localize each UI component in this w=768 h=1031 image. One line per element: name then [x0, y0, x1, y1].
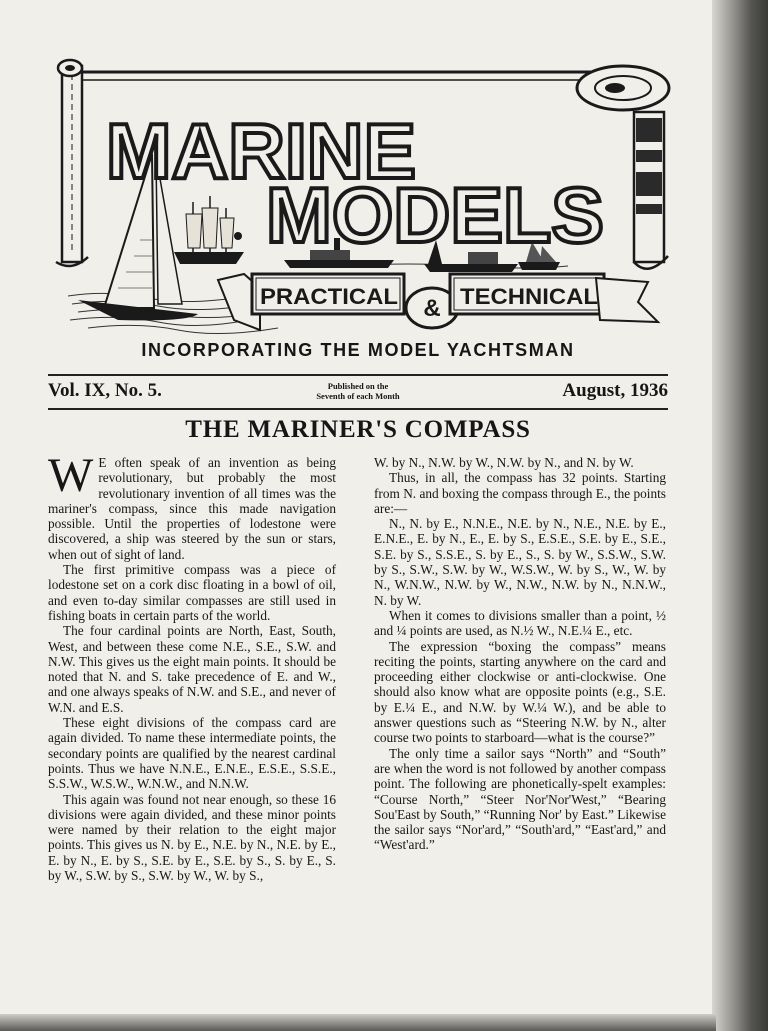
paragraph: These eight divisions of the compass card are again divided. To name these intermediate points, the secondary points are qualified by the nearest cardinal points. Thus we have N.N.E., E.N.E., E.S.E., S.S.E., S.S.W., W.S.W., W.N.W., and N.N.W. [48, 715, 336, 792]
paragraph: The first primitive compass was a piece of lodestone set on a cork disc floating in a bowl of oil, and even to-day similar compasses are still used in fishing boats in certain parts of the world. [48, 562, 336, 623]
article-column-right [374, 455, 666, 853]
left-scroll-ornament [56, 60, 88, 266]
paragraph: This again was found not near enough, so these 16 divisions were again divided, and these minor points were named by their relation to the eight major points. This gives us N. by E., N.E. by N., N.E. by E., E. by N., E. by S., S.E. by E., S.E. by S., S. by E., S. by W., S.W. by S., S.W. by W., W. by S., [48, 791, 336, 884]
paragraph [48, 449, 336, 562]
issue-date: August, 1936 [562, 380, 668, 401]
paragraph: N., N. by E., N.N.E., N.E. by N., N.E., N.E. by E., E.N.E., E. by N., E., E. by S., E.S.E., S.E. by E., S.E., S.E. by S., S.S.E., S. by E., S., S. by W., S.S.W., S.W. by S., S.W., S.W. by W., W.S.W., W. by S., W., W. by N., W.N.W., N.W. by W., N.W., N.W. by N., N.N.W., N. by W. [374, 516, 666, 608]
page-bottom-edge [0, 1014, 716, 1031]
issue-bar [48, 374, 668, 410]
paragraph: W. by N., N.W. by W., N.W. by N., and N. by W. [374, 455, 634, 470]
page-gutter [712, 0, 768, 1031]
paragraph: When it comes to divisions smaller than a point, ½ and ¼ points are used, as N.½ W., N.E.¼ E., etc. [374, 607, 666, 639]
tall-ship-illustration [174, 196, 244, 264]
publication-note-line1: Published on the [327, 381, 389, 391]
paragraph: The four cardinal points are North, East, South, West, and between these come N.E., S.E., S.W. and N.W. This gives us the eight main points. It should be noted that N. and S. take precedence of E. and W., and one always speaks of N.W. and S.E., and never of W.N. and E.S. [48, 623, 336, 715]
paragraph: The only time a sailor says “North” and “South” are when the word is not followed by another compass point. The following are phonetically-spelt examples: “Course North,” “Steer Nor'Nor'West,” “Bearing Sou'East by South,” “Running Nor' by East.” Likewise the sailor says “Nor'ard,” “South'ard,” “East'ard,” and “West'ard.” [374, 745, 666, 853]
paragraph: The expression “boxing the compass” means reciting the points, starting anywhere on the card and proceeding either clockwise or anti-clockwise. One should also know what are opposite points (e.g., S.E. by E.¼ E., and N.W. by W.¼ W.), and be able to answer questions such as “Steering N.W. by N., alter course two points to starboard—what is the course?” [374, 638, 666, 746]
masthead-subtitle: INCORPORATING THE MODEL YACHTSMAN [141, 340, 575, 360]
paragraph-text: E often speak of an invention as being revolutionary, but probably the most revolutionary invention of all times was the mariner's compass, since this made navigation possible. Until the properties of lodestone were discovered, a ship was steered by the sun or stars, when out of sight of land. [48, 455, 336, 562]
masthead-title-line2: MODELS [266, 171, 604, 259]
ribbon-technical-label: TECHNICAL [460, 284, 598, 309]
drop-cap: W [48, 449, 94, 502]
article-column-left [48, 449, 336, 884]
article-headline: THE MARINER'S COMPASS [185, 416, 531, 443]
ribbon-practical-label: PRACTICAL [260, 284, 398, 309]
ampersand: & [423, 295, 441, 322]
masthead-title-line1: MARINE [106, 107, 416, 195]
publication-note [288, 381, 428, 401]
volume-number: Vol. IX, No. 5. [48, 380, 162, 401]
masthead-banner [48, 52, 674, 344]
paragraph: Thus, in all, the compass has 32 points. Starting from N. and boxing the compass through E., the points are:— [374, 470, 666, 516]
publication-note-line2: Seventh of each Month [316, 391, 400, 401]
